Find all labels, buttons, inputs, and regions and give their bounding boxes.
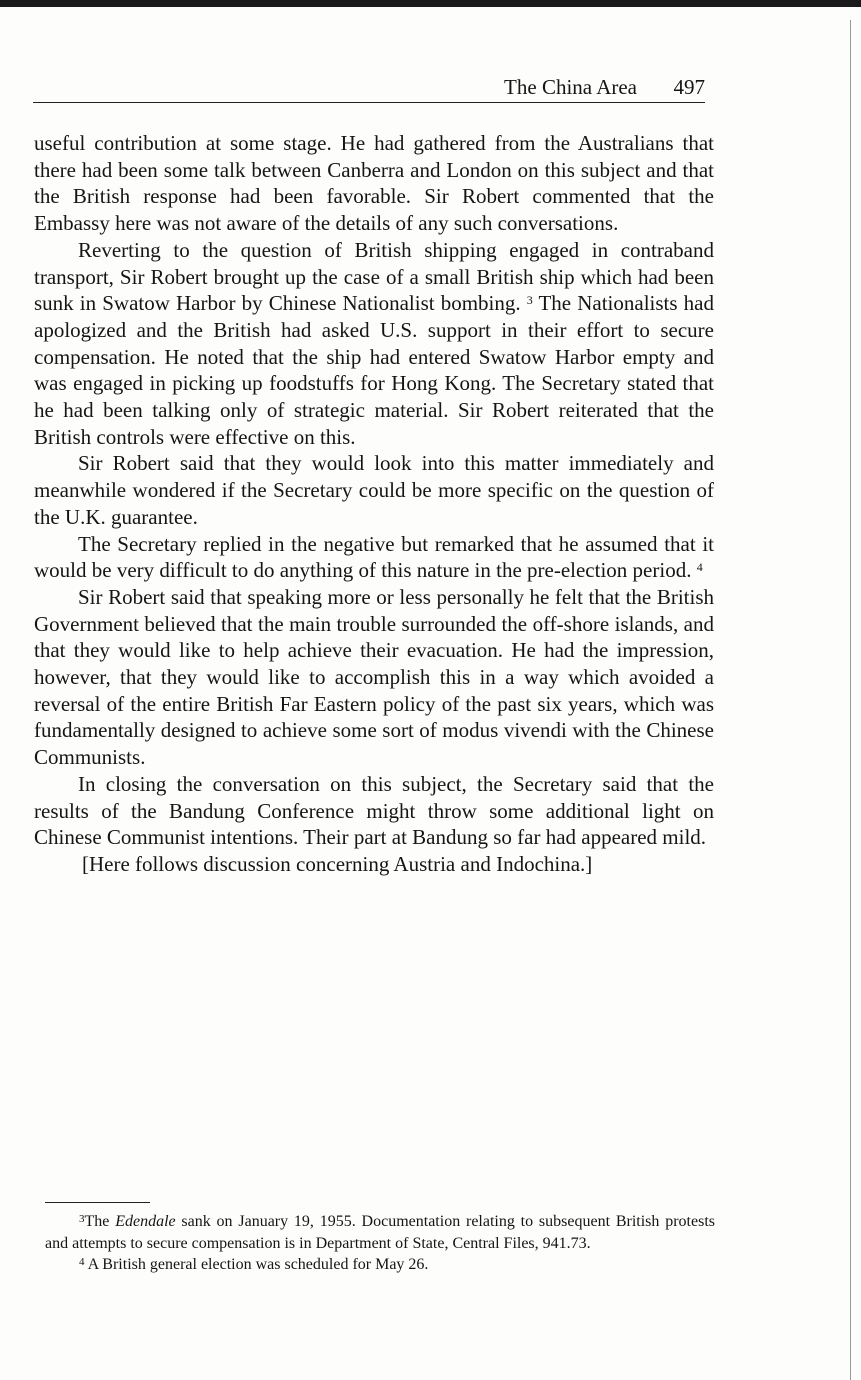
footnote-3-ship-name: Edendale (115, 1213, 176, 1230)
paragraph-6: In closing the conversation on this subject, the Secretary said that the results of the Bandung Conference might throw some additional light on Chinese Communist intentions. Their part at Bandung so far had appeared mild. (34, 771, 714, 850)
editorial-note: [Here follows discussion concerning Austria and Indochina.] (82, 851, 593, 876)
footnote-4 (45, 1254, 715, 1276)
body-text (34, 130, 714, 878)
page-edge-line (850, 20, 851, 1380)
footnote-3-mark: 3 (79, 1213, 85, 1225)
footnote-separator (45, 1202, 150, 1203)
paragraph-4 (34, 531, 714, 584)
footnote-ref-4: 4 (696, 560, 703, 575)
footnote-3-post: sank on January 19, 1955. Documentation relating to subsequent British protests and attempts to secure compensation is in Department of State, Central Files, 941.73. (45, 1213, 715, 1252)
running-header (33, 72, 705, 103)
paragraph-4-text: The Secretary replied in the negative but remarked that he assumed that it would be very difficult to do anything of this nature in the pre-election period. (34, 531, 714, 583)
page-top-border (0, 0, 861, 7)
footnote-ref-3: 3 (526, 293, 533, 308)
paragraph-2-text-b: The Nationalists had apologized and the British had asked U.S. support in their effort to secure compensation. He noted that the ship had entered Swatow Harbor empty and was engaged in picking up foodstuffs for Hong Kong. The Secretary stated that he had been talking only of strategic material. Sir Robert reiterated that the British controls were effective on this. (34, 291, 714, 449)
footnote-3-pre: The (84, 1213, 116, 1230)
paragraph-2 (34, 237, 714, 451)
page-number: 497 (673, 75, 705, 99)
paragraph-1: useful contribution at some stage. He had gathered from the Australians that there had been some talk between Canberra and London on this subject and that the British response had been favorable. Sir Robert commented that the Embassy here was not aware of the details of any such conversations. (34, 131, 714, 236)
footnote-4-mark: 4 (79, 1256, 85, 1268)
footnote-4-text: A British general election was scheduled for May 26. (87, 1256, 429, 1273)
footnote-3 (45, 1211, 715, 1254)
running-title: The China Area (504, 75, 637, 99)
footnotes (45, 1211, 715, 1276)
paragraph-2-text-a: Reverting to the question of British shipping engaged in contraband transport, Sir Robert brought up the case of a small British ship which had been sunk in Swatow Harbor by Chinese Nationalist bombing. (34, 237, 714, 316)
paragraph-3: Sir Robert said that they would look into this matter immediately and meanwhile wondered if the Secretary could be more specific on the question of the U.K. guarantee. (34, 451, 714, 529)
paragraph-5: Sir Robert said that speaking more or less personally he felt that the British Government believed that the main trouble surrounded the off-shore islands, and that they would like to help achieve their evacuation. He had the impression, however, that they would like to accomplish this in a way which avoided a reversal of the entire British Far Eastern policy of the past six years, which was fundamentally designed to achieve some sort of modus vivendi with the Chinese Communists. (34, 584, 714, 770)
